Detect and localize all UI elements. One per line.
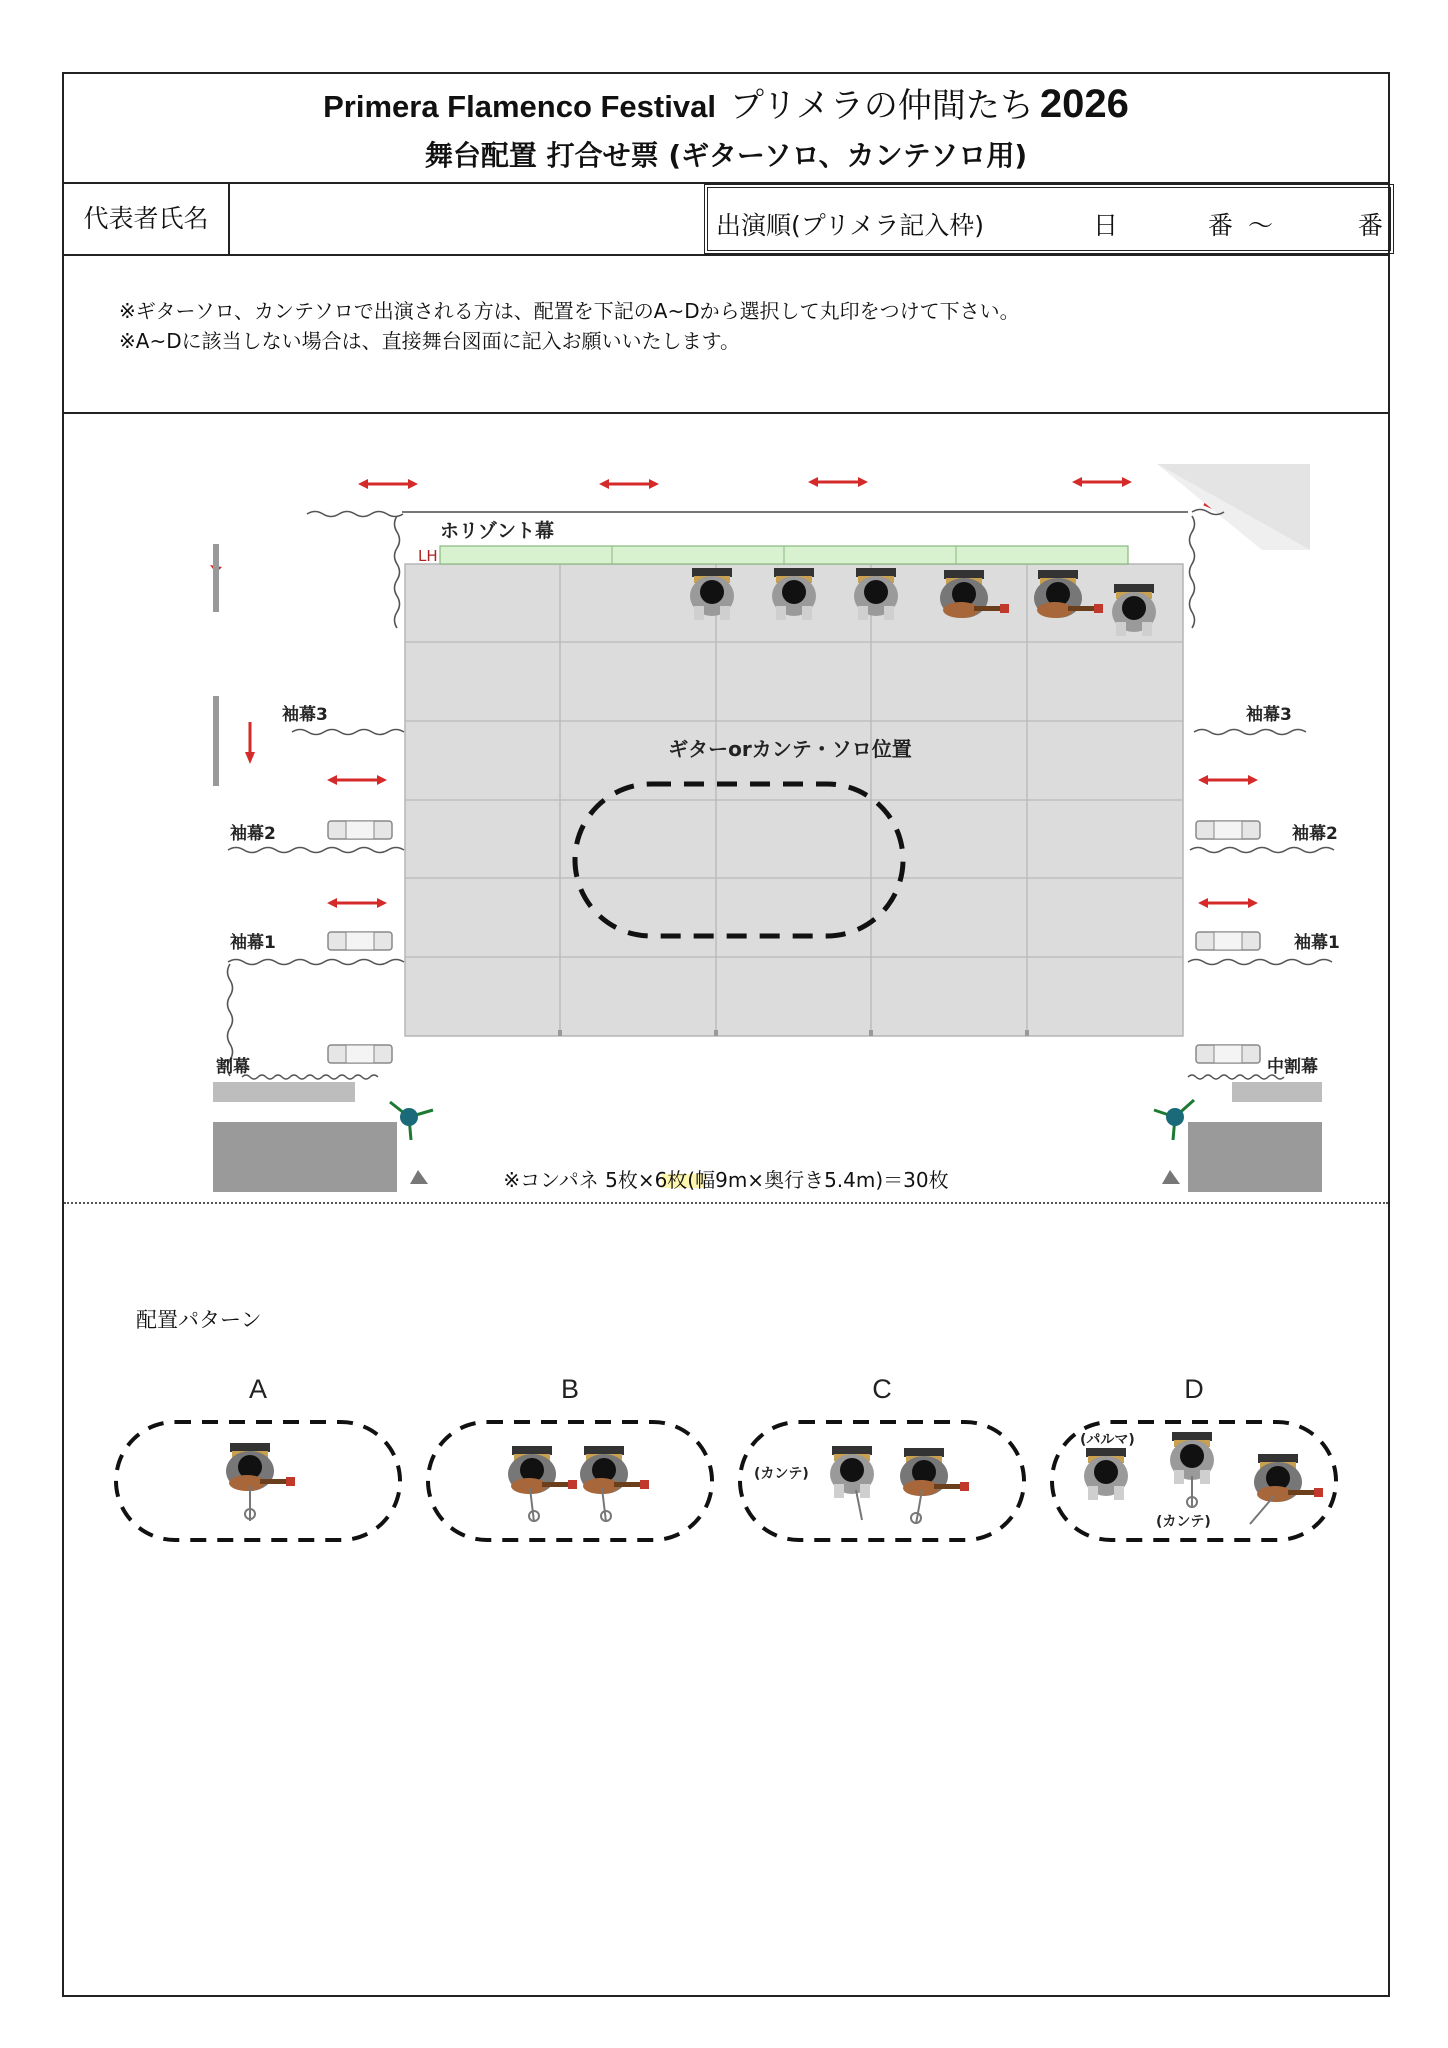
singer-icon <box>830 1446 874 1498</box>
form-title <box>64 78 1388 127</box>
arrow-marker <box>358 479 418 489</box>
info-row <box>64 184 1388 254</box>
singer-icon <box>854 568 898 620</box>
arrow-marker <box>327 898 387 908</box>
side-light <box>328 932 392 950</box>
order-day-label[interactable]: 日 <box>1093 211 1119 240</box>
singer-icon <box>1084 1448 1128 1500</box>
guitarist-icon <box>580 1446 649 1494</box>
representative-field[interactable] <box>230 184 704 254</box>
instructions <box>119 296 1020 356</box>
guitarist-icon <box>1254 1454 1323 1502</box>
pattern-b-label: B <box>560 1374 579 1404</box>
pattern-d-label: D <box>1184 1374 1204 1404</box>
split-curtain-left-label: 割幕 <box>216 1057 250 1077</box>
cante-tag: (カンテ) <box>1156 1514 1211 1530</box>
side-light <box>328 1045 392 1063</box>
form-sheet <box>62 72 1390 1997</box>
arrow-marker <box>599 479 659 489</box>
speaker-icon <box>1166 1108 1184 1126</box>
guitarist-icon <box>900 1448 969 1496</box>
side-light <box>1196 932 1260 950</box>
pattern-a-label: A <box>248 1374 267 1404</box>
representative-label: 代表者氏名 <box>64 184 230 254</box>
stage-diagram <box>142 464 1340 1154</box>
wing3-left-label: 袖幕3 <box>282 705 328 725</box>
divider <box>64 412 1388 414</box>
side-light <box>1196 1045 1260 1063</box>
arrow-marker <box>327 775 387 785</box>
split-curtain-right-label: 中割幕 <box>1267 1057 1318 1077</box>
order-label: 出演順(プリメラ記入枠) <box>716 211 985 240</box>
solo-position-label: ギターorカンテ・ソロ位置 <box>668 737 912 761</box>
horizont-label: ホリゾント幕 <box>440 520 555 542</box>
cante-tag: (カンテ) <box>754 1466 809 1482</box>
festival-name-jp: プリメラの仲間たち <box>729 86 1034 126</box>
arrow-marker <box>1198 775 1258 785</box>
singer-icon <box>690 568 734 620</box>
side-light <box>328 821 392 839</box>
wing2-right-label: 袖幕2 <box>1292 824 1338 844</box>
form-subtitle: 舞台配置 打合せ票 (ギターソロ、カンテソロ用) <box>424 139 1028 172</box>
singer-icon <box>772 568 816 620</box>
wing3-right-label: 袖幕3 <box>1246 705 1292 725</box>
lh-label: LH <box>418 547 438 565</box>
arrow-marker <box>808 477 868 487</box>
wing1-left-label: 袖幕1 <box>230 933 276 953</box>
pattern-title: 配置パターン <box>136 1308 262 1332</box>
order-number-from-label[interactable]: 番 <box>1208 211 1234 240</box>
palma-tag: (パルマ) <box>1080 1432 1135 1448</box>
festival-year: 2026 <box>1039 82 1129 126</box>
order-number-to-label[interactable]: 番 <box>1358 211 1384 240</box>
instruction-line-1: ※ギターソロ、カンテソロで出演される方は、配置を下記のA~Dから選択して丸印をつけて下さい。 <box>119 299 1020 323</box>
wing2-left-label: 袖幕2 <box>230 824 276 844</box>
divider <box>64 1202 1388 1204</box>
guitarist-icon <box>226 1443 295 1491</box>
panel-note: ※コンパネ 5枚×6枚(幅9m×奥行き5.4m)＝30枚 <box>503 1168 949 1192</box>
wing1-right-label: 袖幕1 <box>1294 933 1340 953</box>
pattern-c[interactable] <box>736 1374 1028 1534</box>
order-box <box>704 184 1394 254</box>
divider <box>64 254 1388 256</box>
instruction-line-2: ※A~Dに該当しない場合は、直接舞台図面に記入お願いいたします。 <box>119 329 740 353</box>
festival-name-en: Primera Flamenco Festival <box>323 89 716 124</box>
singer-icon <box>1112 584 1156 636</box>
order-range-separator: ～ <box>1248 211 1274 240</box>
guitarist-icon <box>508 1446 577 1494</box>
arrow-marker <box>1072 477 1132 487</box>
pattern-a[interactable] <box>112 1374 404 1534</box>
pattern-b[interactable] <box>424 1374 716 1534</box>
speaker-icon <box>400 1108 418 1126</box>
pattern-d[interactable] <box>1048 1374 1340 1534</box>
arrow-marker <box>1198 898 1258 908</box>
pattern-c-label: C <box>872 1374 892 1404</box>
side-light <box>1196 821 1260 839</box>
